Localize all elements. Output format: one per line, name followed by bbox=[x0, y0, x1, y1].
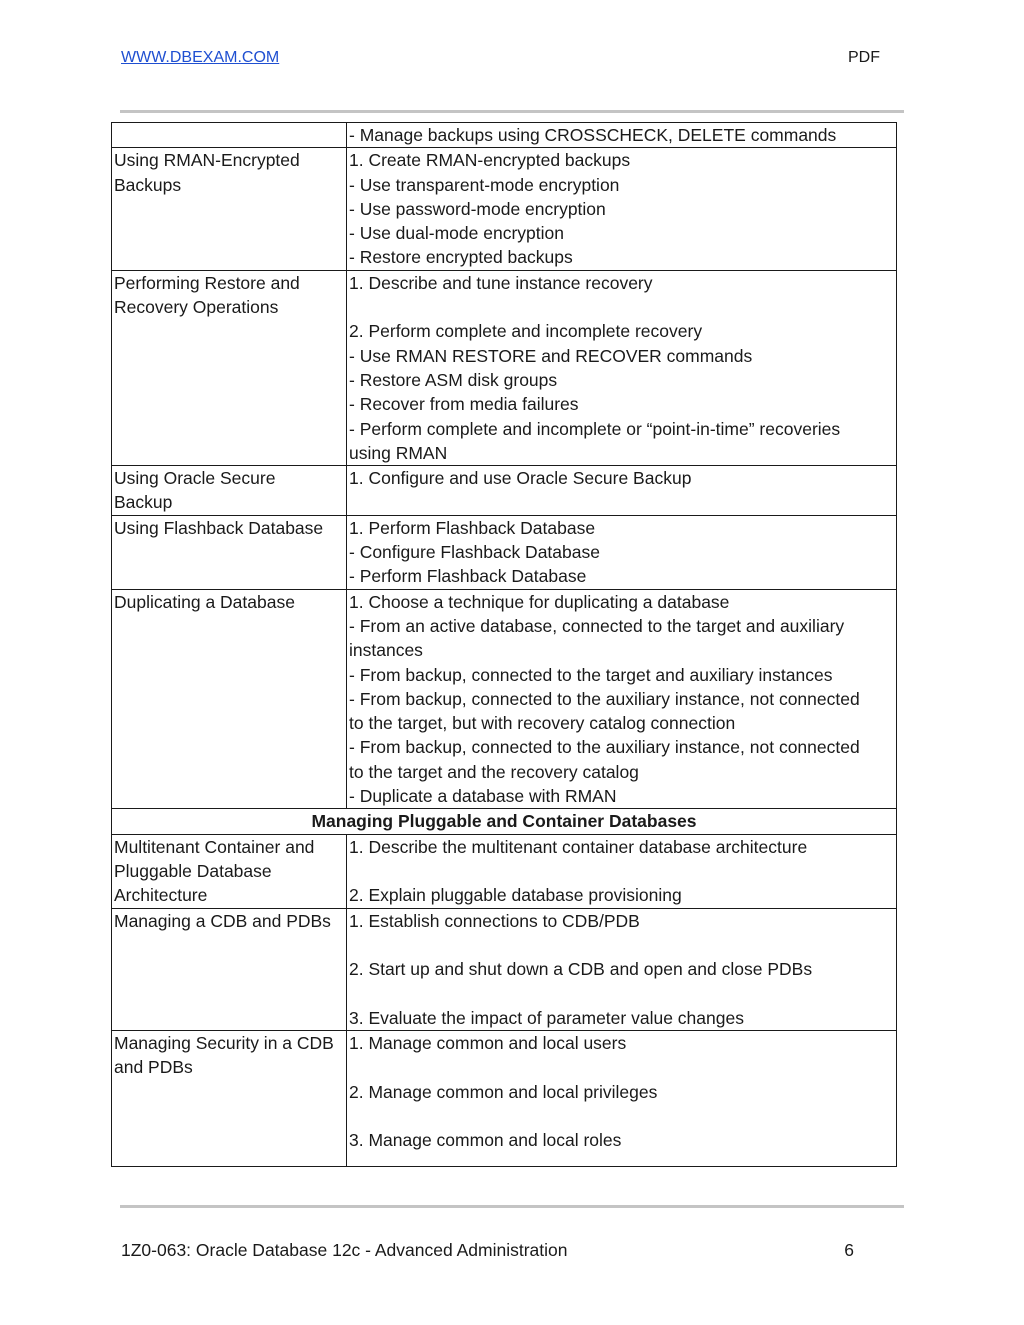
objective-item: - Recover from media failures bbox=[349, 394, 579, 415]
topic-row bbox=[112, 148, 897, 270]
topic-cell bbox=[112, 148, 347, 270]
objective-item: 1. Establish connections to CDB/PDB bbox=[349, 910, 640, 931]
objective-item: - Use password-mode encryption bbox=[349, 198, 606, 219]
topic-cell bbox=[112, 270, 347, 465]
topic-cell bbox=[112, 1030, 347, 1166]
objective-item: 1. Create RMAN-encrypted backups bbox=[349, 150, 631, 171]
topic-cell bbox=[112, 589, 347, 809]
header-site-link[interactable]: WWW.DBEXAM.COM bbox=[121, 49, 280, 66]
objectives-cell bbox=[347, 834, 897, 908]
footer-divider bbox=[120, 1205, 904, 1208]
section-heading: Managing Pluggable and Container Databases bbox=[112, 809, 897, 834]
spacer bbox=[349, 1104, 894, 1128]
objective-item: using RMAN bbox=[349, 442, 448, 463]
exam-topics-table bbox=[111, 122, 897, 1167]
objective-item: 1. Describe and tune instance recovery bbox=[349, 272, 653, 293]
objective-item: to the target and the recovery catalog bbox=[349, 761, 639, 782]
topic-row bbox=[112, 515, 897, 589]
spacer bbox=[349, 1152, 894, 1166]
spacer bbox=[349, 981, 894, 1005]
topic-cell bbox=[112, 515, 347, 589]
spacer bbox=[349, 295, 894, 319]
topic-title: Using RMAN-Encrypted bbox=[114, 150, 300, 171]
objectives-cell bbox=[347, 589, 897, 809]
objective-item: 1. Perform Flashback Database bbox=[349, 517, 596, 538]
objective-item: - Duplicate a database with RMAN bbox=[349, 786, 617, 807]
objective-item: - Configure Flashback Database bbox=[349, 542, 600, 563]
objective-item: 3. Manage common and local roles bbox=[349, 1130, 622, 1151]
topic-row bbox=[112, 270, 897, 465]
topic-title: Managing Security in a CDB bbox=[114, 1032, 334, 1053]
objective-item: - Restore ASM disk groups bbox=[349, 369, 558, 390]
topic-title: Using Flashback Database bbox=[114, 517, 324, 538]
topic-title: Backups bbox=[114, 174, 182, 195]
header-pdf-label: PDF bbox=[848, 49, 880, 66]
objective-item: 2. Explain pluggable database provisioning bbox=[349, 885, 682, 906]
topic-title: Managing a CDB and PDBs bbox=[114, 910, 331, 931]
section-row bbox=[112, 809, 897, 834]
footer-exam-title: 1Z0-063: Oracle Database 12c - Advanced Administration bbox=[121, 1240, 568, 1260]
topic-title: Duplicating a Database bbox=[114, 591, 295, 612]
topic-cell bbox=[112, 123, 347, 148]
objective-item: - From an active database, connected to the target and auxiliary bbox=[349, 615, 845, 636]
header-divider bbox=[120, 110, 904, 113]
spacer bbox=[349, 933, 894, 957]
topic-row bbox=[112, 589, 897, 809]
objective-item: 1. Configure and use Oracle Secure Backup bbox=[349, 468, 692, 489]
objective-item: - Use dual-mode encryption bbox=[349, 223, 564, 244]
objective-item: 1. Describe the multitenant container database architecture bbox=[349, 836, 808, 857]
objective-item: - Use RMAN RESTORE and RECOVER commands bbox=[349, 345, 753, 366]
objective-item: instances bbox=[349, 640, 423, 661]
spacer bbox=[349, 1055, 894, 1079]
topic-title: Backup bbox=[114, 492, 173, 513]
objective-item: - Restore encrypted backups bbox=[349, 247, 573, 268]
topic-title: Recovery Operations bbox=[114, 297, 279, 318]
topic-row bbox=[112, 123, 897, 148]
topic-row bbox=[112, 908, 897, 1030]
objective-item: - Use transparent-mode encryption bbox=[349, 174, 620, 195]
objectives-cell bbox=[347, 1030, 897, 1166]
objectives-cell bbox=[347, 466, 897, 516]
topic-row bbox=[112, 834, 897, 908]
objective-item: 2. Perform complete and incomplete recovery bbox=[349, 321, 703, 342]
objectives-cell bbox=[347, 270, 897, 465]
objective-item: 1. Manage common and local users bbox=[349, 1032, 627, 1053]
objective-item: - Perform Flashback Database bbox=[349, 566, 587, 587]
topic-cell bbox=[112, 834, 347, 908]
topic-row bbox=[112, 1030, 897, 1166]
topic-row bbox=[112, 466, 897, 516]
objective-item: - From backup, connected to the auxiliary instance, not connected bbox=[349, 737, 860, 758]
objective-item: - From backup, connected to the target and auxiliary instances bbox=[349, 664, 833, 685]
objective-item: 2. Start up and shut down a CDB and open and close PDBs bbox=[349, 959, 813, 980]
objective-item: 3. Evaluate the impact of parameter value changes bbox=[349, 1007, 744, 1028]
topic-title: Using Oracle Secure bbox=[114, 468, 276, 489]
footer-page-number: 6 bbox=[844, 1240, 854, 1260]
topic-cell bbox=[112, 466, 347, 516]
topic-title: Performing Restore and bbox=[114, 272, 300, 293]
objectives-cell bbox=[347, 148, 897, 270]
topic-title: Pluggable Database bbox=[114, 860, 272, 881]
objective-item: - From backup, connected to the auxiliary instance, not connected bbox=[349, 688, 860, 709]
topic-title: Architecture bbox=[114, 885, 208, 906]
objective-item: - Perform complete and incomplete or “point-in-time” recoveries bbox=[349, 418, 841, 439]
objective-item: 1. Choose a technique for duplicating a database bbox=[349, 591, 730, 612]
spacer bbox=[349, 859, 894, 883]
topic-cell bbox=[112, 908, 347, 1030]
objective-item: to the target, but with recovery catalog connection bbox=[349, 713, 736, 734]
objective-item: - Manage backups using CROSSCHECK, DELETE commands bbox=[349, 125, 837, 145]
objectives-cell bbox=[347, 908, 897, 1030]
topic-title: and PDBs bbox=[114, 1057, 193, 1078]
objectives-cell bbox=[347, 123, 897, 148]
topic-title: Multitenant Container and bbox=[114, 836, 315, 857]
objectives-cell bbox=[347, 515, 897, 589]
objective-item: 2. Manage common and local privileges bbox=[349, 1081, 658, 1102]
